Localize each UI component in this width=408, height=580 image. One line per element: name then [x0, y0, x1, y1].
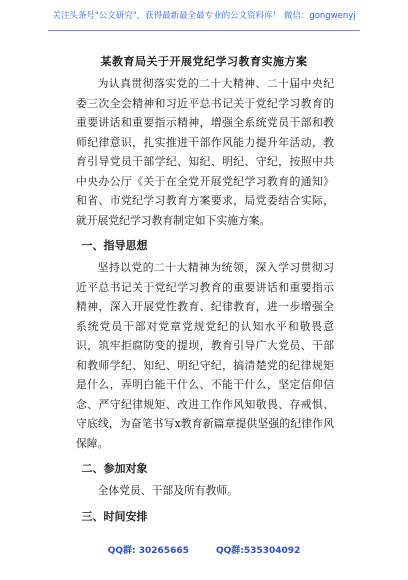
guiding-ideology-paragraph: 坚持以党的二十大精神为统领，深入学习贯彻习近平总书记关于党纪学习教育的重要讲话和重要指示精神，深入开展党性教育、纪律教育，进一步增强全系统党员干部对党章党规党纪的认知水平和敬畏意识，筑牢拒腐防变的提坝，教育引导广大党员、干部和教师学纪、知纪、明纪守纪，搞清楚党的纪律规矩是什么，弄明白能干什么、不能干什么，坚定信仰信念、严守纪律规矩、改进工作作风知敬畏、存戒惧、守底线，为奋笔书写x教育新篇章提供坚强的纪律作风保障。: [76, 261, 334, 450]
footer-contact: [0, 543, 408, 556]
intro-paragraph: 为认真贯彻落实党的二十大精神、二十届中央纪委三次全会精神和习近平总书记关于党纪学习教育的重要讲话和重要指示精神，增强全系统党员干部和教师纪律意识，扎实推进干部作风能力提升年活动，教育引导党员干部学纪、知纪、明纪、守纪，按照中共中央办公厅《关于在全党开展党纪学习教育的通知》和省、市党纪学习教育方案要求，局党委结合实际，就开展党纪学习教育制定如下实施方案。: [76, 77, 334, 227]
section-heading-schedule: 三、时间安排: [81, 509, 148, 523]
footer-qq-group-2: QQ群:535304092: [216, 546, 301, 556]
participants-paragraph: 全体党员、干部及所有教师。: [97, 484, 238, 497]
document-title: 某教育局关于开展党纪学习教育实施方案: [100, 55, 308, 68]
section-heading-guiding-ideology: 一、指导思想: [81, 239, 148, 252]
document-body: [76, 74, 334, 529]
header-divider: [48, 30, 360, 31]
header-notice: 关注头条号"公文研究"，获得最新最全最专业的公文资料库！ 微信：gongwenyj: [52, 11, 356, 21]
footer-qq-group-1: QQ群: 30265665: [107, 546, 189, 556]
section-heading-participants: 二、参加对象: [81, 462, 148, 475]
